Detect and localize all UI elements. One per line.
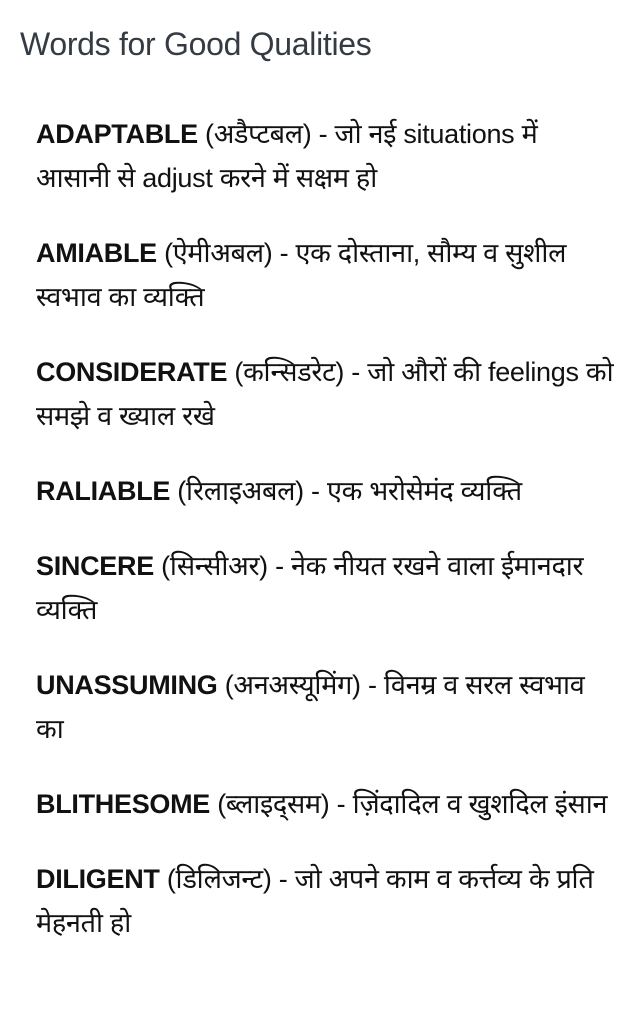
quality-word: BLITHESOME bbox=[36, 789, 211, 819]
quality-entry: AMIABLE (ऐमीअबल) - एक दोस्ताना, सौम्य व सुशील स्वभाव का व्यक्ति bbox=[36, 238, 567, 312]
meaning: विनम्र व सरल स्वभाव का bbox=[36, 670, 585, 744]
pronunciation: (डिलिजन्ट) bbox=[166, 864, 272, 894]
quality-entry: DILIGENT (डिलिजन्ट) - जो अपने काम व कर्त्तव्य के प्रति मेहनती हो bbox=[36, 864, 594, 938]
pronunciation: (अडैप्टबल) bbox=[205, 119, 312, 149]
quality-word: ADAPTABLE bbox=[36, 119, 198, 149]
quality-entry: ADAPTABLE (अडैप्टबल) - जो नई situations में आसानी से adjust करने में सक्षम हो bbox=[36, 119, 538, 193]
meaning: एक दोस्ताना, सौम्य व सुशील स्वभाव का व्यक्ति bbox=[36, 238, 567, 312]
meaning: जो औरों की feelings को समझे व ख्याल रखे bbox=[36, 357, 614, 431]
quality-entry: CONSIDERATE (कन्सिडरेट) - जो औरों की feelings को समझे व ख्याल रखे bbox=[36, 357, 614, 431]
pronunciation: (ऐमीअबल) bbox=[164, 238, 273, 268]
pronunciation: (सिन्सीअर) bbox=[161, 551, 268, 581]
quality-word: CONSIDERATE bbox=[36, 357, 228, 387]
qualities-list bbox=[36, 112, 616, 976]
quality-word: SINCERE bbox=[36, 551, 154, 581]
quality-word: RALIABLE bbox=[36, 476, 171, 506]
quality-entry: BLITHESOME (ब्लाइद्सम) - ज़िंदादिल व खुशदिल इंसान bbox=[36, 789, 608, 819]
meaning: ज़िंदादिल व खुशदिल इंसान bbox=[352, 789, 608, 819]
quality-word: DILIGENT bbox=[36, 864, 160, 894]
pronunciation: (रिलाइअबल) bbox=[177, 476, 304, 506]
meaning: जो अपने काम व कर्त्तव्य के प्रति मेहनती हो bbox=[36, 864, 594, 938]
quality-entry: RALIABLE (रिलाइअबल) - एक भरोसेमंद व्यक्ति bbox=[36, 476, 522, 506]
quality-entry: UNASSUMING (अनअस्यूमिंग) - विनम्र व सरल स्वभाव का bbox=[36, 670, 585, 744]
meaning: नेक नीयत रखने वाला ईमानदार व्यक्ति bbox=[36, 551, 584, 625]
pronunciation: (ब्लाइद्सम) bbox=[217, 789, 330, 819]
quality-entry: SINCERE (सिन्सीअर) - नेक नीयत रखने वाला ईमानदार व्यक्ति bbox=[36, 551, 584, 625]
pronunciation: (अनअस्यूमिंग) bbox=[224, 670, 361, 700]
quality-word: AMIABLE bbox=[36, 238, 157, 268]
meaning: जो नई situations में आसानी से adjust करने में सक्षम हो bbox=[36, 119, 538, 193]
quality-word: UNASSUMING bbox=[36, 670, 218, 700]
meaning: एक भरोसेमंद व्यक्ति bbox=[326, 476, 522, 506]
page-title: Words for Good Qualities bbox=[20, 26, 372, 62]
pronunciation: (कन्सिडरेट) bbox=[234, 357, 345, 387]
